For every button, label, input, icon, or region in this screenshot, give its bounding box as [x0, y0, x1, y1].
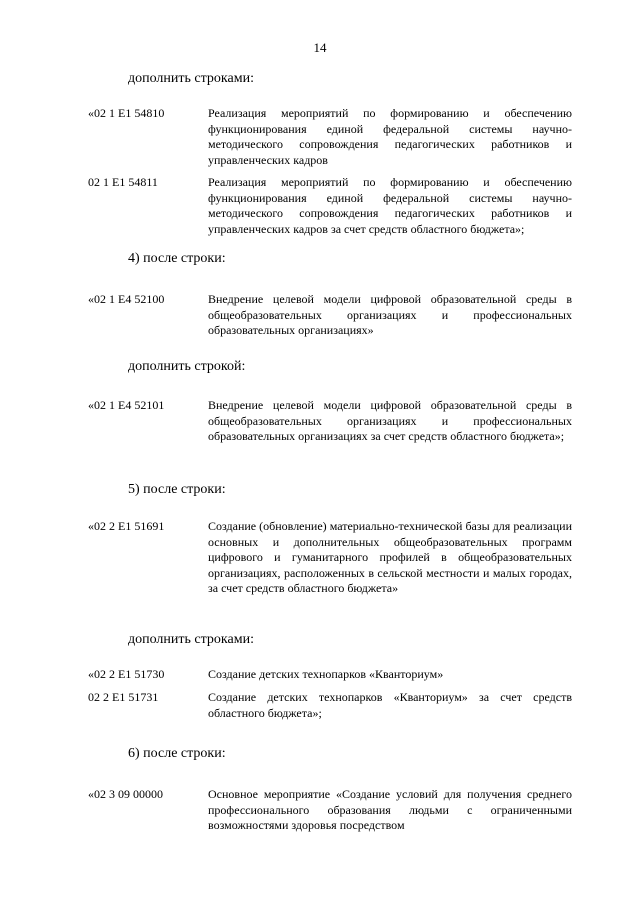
budget-line-description: Создание детских технопарков «Кванториум» — [208, 667, 444, 681]
budget-line-row — [88, 787, 572, 834]
section-heading: дополнить строкой: — [128, 359, 246, 374]
budget-code: «02 3 09 00000 — [88, 787, 163, 801]
budget-code: «02 2 E1 51730 — [88, 667, 165, 681]
budget-code: «02 1 E4 52101 — [88, 398, 165, 412]
budget-line-row — [88, 292, 572, 339]
budget-line-row — [88, 398, 572, 445]
budget-line-description: Реализация мероприятий по формированию и обеспечению функционирования единой федеральной системы научно-методического сопровождения педагогических работников и управленческих кадров — [208, 106, 572, 167]
budget-line-description: Создание детских технопарков «Кванториум» за счет средств областного бюджета»; — [208, 690, 572, 720]
budget-code: «02 1 E4 52100 — [88, 292, 165, 306]
budget-code: 02 1 E1 54811 — [88, 175, 158, 189]
section-heading: 5) после строки: — [128, 482, 226, 497]
budget-line-description: Внедрение целевой модели цифровой образовательной среды в общеобразовательных организациях и профессиональных образовательных организациях за счет средств областного бюджета»; — [208, 398, 572, 443]
budget-line-row — [88, 106, 572, 168]
budget-line-row — [88, 519, 572, 597]
section-heading: 4) после строки: — [128, 251, 226, 266]
section-heading: 6) после строки: — [128, 746, 226, 761]
budget-line-row — [88, 667, 572, 683]
page-number: 14 — [313, 40, 327, 55]
budget-line-description: Основное мероприятие «Создание условий для получения среднего профессионального образования людьми с ограниченными возможностями здоровья посредством — [208, 787, 572, 832]
budget-code: 02 2 E1 51731 — [88, 690, 159, 704]
budget-line-description: Создание (обновление) материально-технической базы для реализации основных и дополнительных общеобразовательных программ цифрового и гуманитарного профилей в общеобразовательных организациях, расположенных в сельской местности и малых городах, за счет средств областного бюджета» — [208, 519, 572, 595]
section-heading: дополнить строками: — [128, 71, 254, 86]
budget-code: «02 1 E1 54810 — [88, 106, 165, 120]
budget-line-row — [88, 175, 572, 237]
budget-line-description: Реализация мероприятий по формированию и обеспечению функционирования единой федеральной системы научно-методического сопровождения педагогических работников и управленческих кадров за счет средств областного бюджета»; — [208, 175, 572, 236]
budget-code: «02 2 E1 51691 — [88, 519, 165, 533]
budget-line-description: Внедрение целевой модели цифровой образовательной среды в общеобразовательных организациях и профессиональных образовательных организациях» — [208, 292, 572, 337]
budget-line-row — [88, 690, 572, 721]
section-heading: дополнить строками: — [128, 632, 254, 647]
